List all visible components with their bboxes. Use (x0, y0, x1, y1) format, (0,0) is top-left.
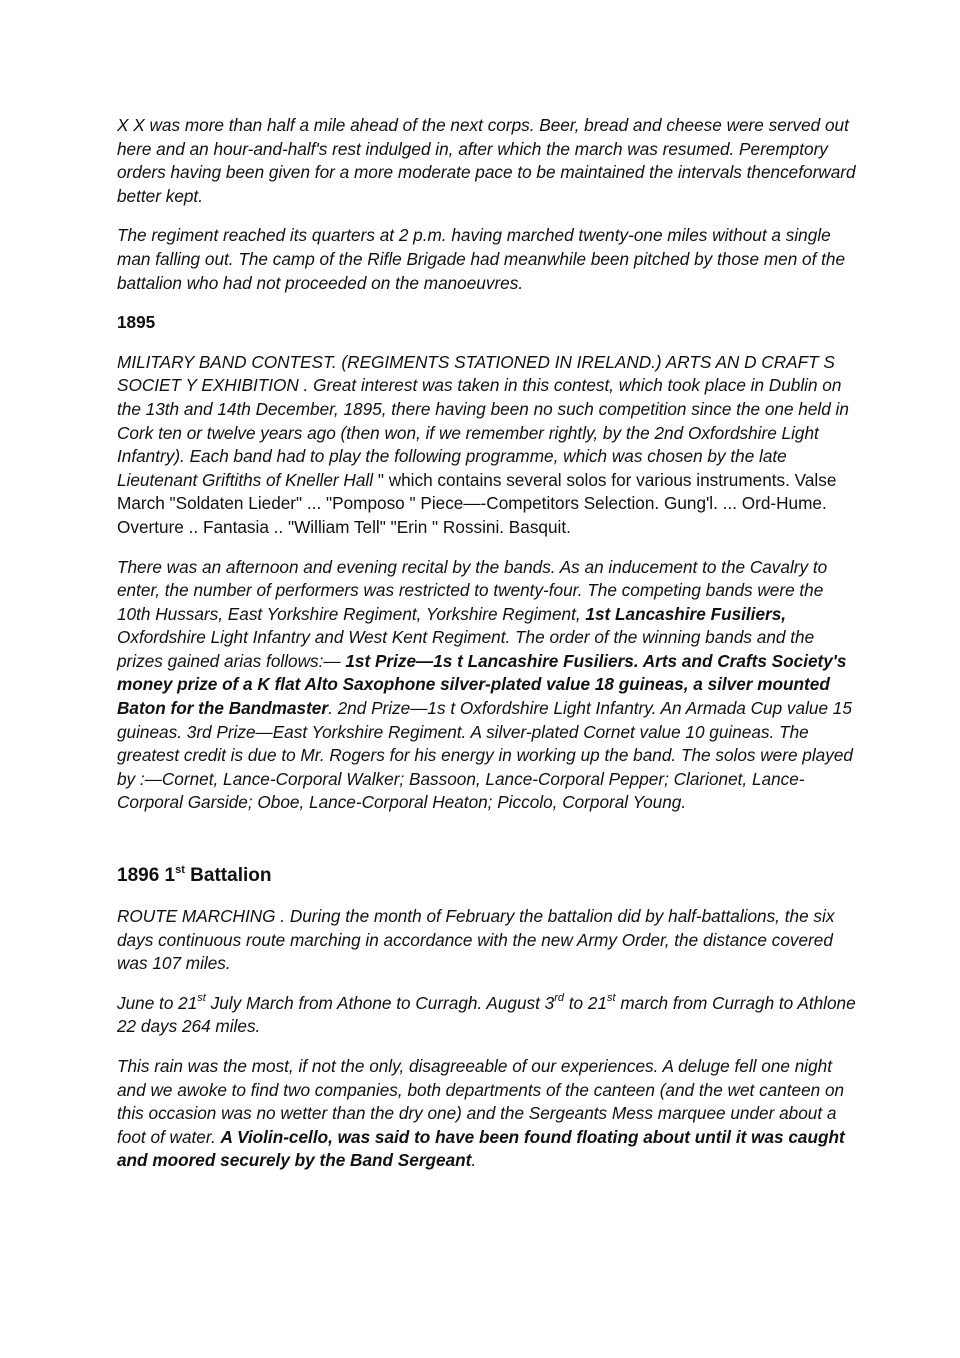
band-contest-programme-text: " which contains several solos for various instruments. Valse March "Soldaten Lieder" ... "Pomposo " Piece—-Competitors Selection. Gung'l. ... Ord-Hume. Overture .. Fantasia .. "William Tell" "Erin " Rossini. Basquit. (117, 469, 837, 537)
recital-text-e: . 2nd Prize—1s t Oxfordshire Light Infantry. An Armada Cup value 15 guineas. 3rd Prize—East Yorkshire Regiment. A silver-plated Cornet value 10 guineas. The greatest credit is due to Mr. Rogers for his energy in working up the band. The solos were played by :—Cornet, Lance-Corporal Walker; Bassoon, Lance-Corporal Pepper; Clarionet, Lance-Corporal Garside; Oboe, Lance-Corporal Heaton; Piccolo, Corporal Young. (117, 698, 853, 813)
band-contest-italic-text: MILITARY BAND CONTEST. (REGIMENTS STATIONED IN IRELAND.) ARTS AN D CRAFT S SOCIET Y EXHIBITION . Great interest was taken in this contest, which took place in Dublin on the 13th and 14th December, 1895, there having been no such competition since the one held in Cork ten or twelve years ago (then won, if we remember rightly, by the 2nd Oxfordshire Light Infantry). Each band had to play the following programme, which was chosen by the late Lieutenant Griftiths of Kneller Hall (117, 351, 849, 490)
rain-text-a: This rain was the most, if not the only, disagreeable of our experiences. A deluge fell one night and we awoke to find two companies, both departments of the canteen (and the wet canteen on this occasion was no wetter than the dry one) and the Sergeants Mess marquee under about a foot of water. (117, 1056, 845, 1147)
paragraph-recital (117, 556, 857, 816)
recital-text-a: There was an afternoon and evening recital by the bands. As an inducement to the Cavalry to enter, the number of performers was restricted to twenty-four. The competing bands were the 10th Hussars, East Yorkshire Regiment, Yorkshire Regiment, (117, 556, 828, 624)
section-heading-1896 (117, 863, 857, 889)
june-text-d: march from Curragh to Athlone 22 days 264 miles. (117, 992, 856, 1037)
june-sup-3: st (607, 992, 616, 1005)
heading-1896-pre: 1896 1 (117, 865, 176, 887)
year-heading-1895: 1895 (117, 312, 156, 333)
june-text-a: June to 21 (117, 992, 198, 1013)
recital-bold-lancashire: 1st Lancashire Fusiliers, (585, 603, 787, 624)
paragraph-june-march (117, 992, 857, 1039)
recital-text-c: Oxfordshire Light Infantry and West Kent Regiment. The order of the winning bands and the prizes gained arias follows:— (117, 627, 815, 671)
paragraph-regiment-quarters: The regiment reached its quarters at 2 p.m. having marched twenty-one miles without a single man falling out. The camp of the Rifle Brigade had meanwhile been pitched by those men of the battalion who had not proceeded on the manoeuvres. (117, 225, 846, 293)
paragraph-band-contest (117, 351, 857, 540)
paragraph-march-resumed: X X was more than half a mile ahead of the next corps. Beer, bread and cheese were served out here and an hour-and-half's rest indulged in, after which the march was resumed. Peremptory orders having been given for a more moderate pace to be maintained the intervals thenceforward better kept. (117, 115, 856, 206)
june-sup-2: rd (554, 992, 564, 1005)
recital-bold-first-prize: 1st Prize—1s t Lancashire Fusiliers. Arts and Crafts Society's money prize of a K flat Alto Saxophone silver-plated value 18 guineas, a silver mounted Baton for the Bandmaster (117, 650, 847, 719)
june-text-b: July March from Athone to Curragh. August 3 (205, 992, 555, 1013)
rain-text-c: . (471, 1150, 477, 1171)
june-text-c: to 21 (564, 992, 608, 1013)
rain-bold-violin-cello: A Violin-cello, was said to have been found floating about until it was caught and moored securely by the Band Sergeant (117, 1126, 845, 1171)
heading-1896-sup: st (175, 863, 185, 876)
june-sup-1: st (197, 992, 206, 1005)
paragraph-route-marching: ROUTE MARCHING . During the month of February the battalion did by half-battalions, the six days continuous route marching in accordance with the new Army Order, the distance covered was 107 miles. (117, 906, 835, 974)
document-page (117, 114, 857, 1173)
paragraph-rain (117, 1055, 857, 1173)
heading-1896-post: Battalion (184, 865, 272, 887)
